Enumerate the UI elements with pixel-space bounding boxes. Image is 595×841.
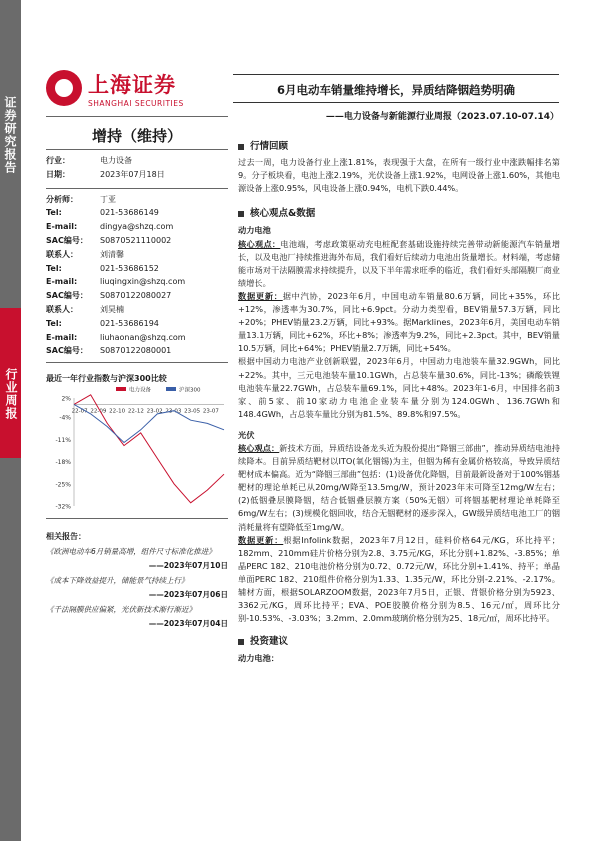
left-column (46, 60, 228, 629)
analyst-value: 021-53686152 (100, 263, 159, 273)
analyst-key: Tel: (46, 208, 62, 218)
analyst-key: SAC编号： (46, 235, 88, 245)
analyst-value: S0870122080027 (100, 291, 172, 301)
related-report-date: ——2023年07月06日 (148, 590, 228, 600)
bullet-square-icon (238, 144, 244, 150)
analyst-row (46, 262, 228, 276)
divider (46, 116, 228, 117)
sidebar-red-band (0, 308, 21, 458)
analyst-row (46, 220, 228, 234)
analyst-row (46, 317, 228, 331)
meta-value: 电力设备 (100, 156, 132, 165)
y-tick-label: -11% (55, 436, 71, 444)
divider (46, 149, 228, 150)
meta-row (46, 168, 228, 182)
analyst-row (46, 234, 228, 248)
header-mid-rule (233, 102, 559, 103)
analyst-block (46, 193, 228, 359)
analyst-key: SAC编号： (46, 346, 88, 356)
analyst-value: liuqingxin@shzq.com (100, 277, 186, 287)
analyst-key: E-mail: (46, 277, 78, 287)
review-text: 过去一周，电力设备行业上涨1.81%，表现强于大盘，在所有一级行业中涨跌幅排名第9。分子板块看，电池上涨2.19%，光伏设备上涨1.92%，电网设备上涨1.60%，其他电源设备上涨0.95%，风电设备上涨0.94%，电机下跌0.44%。 (238, 157, 560, 194)
rating: 增持（维持） (91, 127, 182, 145)
bullet-square-icon (238, 639, 244, 645)
y-tick-label: 2% (61, 395, 71, 403)
analyst-row (46, 303, 228, 317)
legend-swatch (116, 387, 126, 391)
index-comparison-chart (46, 384, 228, 514)
advice-sub: 动力电池： (238, 653, 279, 664)
legend-label: 沪深300 (179, 387, 201, 394)
legend-swatch (166, 387, 176, 391)
analyst-row (46, 344, 228, 358)
section-core: 核心观点&数据 (238, 207, 560, 220)
analyst-key: E-mail: (46, 332, 78, 342)
x-tick-label: 22-12 (127, 408, 144, 415)
analyst-value: 刘清馨 (100, 249, 124, 259)
analyst-row (46, 248, 228, 262)
report-title: 6月电动车销量维持增长，异质结降铟趋势明确 (277, 83, 515, 97)
related-report-date: ——2023年07月10日 (148, 561, 228, 571)
meta-key: 行业： (46, 156, 70, 165)
header-top-rule (233, 74, 559, 75)
battery-core: 核心观点：电池端，考虑政策驱动充电桩配套基础设施持续完善带动新能源汽车销量增长，以及电池厂持续推进海外布局，我们看好后续动力电池出货量增长。材料端，考虑储能市场对干法隔膜需求持续提升，以及下半年需求旺季的临近，我们看好头部隔膜厂商业绩增长。 (238, 238, 560, 288)
x-tick-label: 22-07 (71, 408, 88, 415)
analyst-row (46, 206, 228, 220)
sidebar-report-type (0, 80, 21, 190)
y-tick-label: -18% (55, 459, 71, 467)
logo-en: SHANGHAI SECURITIES (88, 98, 184, 108)
related-report-title[interactable]: 《欧洲电动车6月销量高增，组件尺寸标准化推进》 (46, 547, 216, 557)
bullet-square-icon (238, 211, 244, 217)
analyst-value: liuhaonan@shzq.com (100, 332, 186, 342)
company-logo (46, 60, 228, 116)
analyst-row (46, 193, 228, 207)
meta-value: 2023年07月18日 (100, 169, 165, 179)
pv-title: 光伏 (238, 429, 255, 440)
sidebar-red-text: 行业周报 (4, 368, 18, 420)
x-tick-label: 22-10 (109, 408, 126, 415)
y-tick-label: -4% (59, 414, 71, 422)
analyst-value: S0870521110002 (100, 235, 172, 245)
analyst-key: Tel: (46, 318, 62, 328)
analyst-row (46, 275, 228, 289)
related-report-title[interactable]: 《成本下降效益提升，储能景气持续上行》 (46, 576, 189, 586)
pv-core: 核心观点：新技术方面，异质结设备龙头近为股份提出“降铟三部曲”，推动异质结电池持续降本。目前异质结靶材以ITO(氧化铟锡)为主，但铟为稀有金属价格较高，导致异质结靶材成本偏高。近为“降铟三部曲”包括：(1)设备优化降铟，目前最新设备对于100%铟基靶材的理论单耗已从20mg/W降至13.5mg/W，预计2023年末可降至12mg/W左右；(2)低铟叠层膜降铟，结合低铟叠层膜方案（50%无铟）可将铟基靶材理论单耗降至6mg/W左右；(3)规模化铟回收，结合无铟靶材的逐步深入，GW级异质结电池工厂的铟消耗量将有望降低至1mg/W。 (238, 442, 560, 532)
y-tick-label: -32% (55, 503, 71, 511)
analyst-key: 分析师： (46, 194, 78, 204)
report-subtitle: ——电力设备与新能源行业周报（2023.07.10-07.14） (325, 112, 559, 122)
chart-title: 最近一年行业指数与沪深300比较 (46, 374, 167, 384)
battery-title: 动力电池 (238, 225, 271, 236)
x-tick-label: 23-02 (146, 408, 163, 415)
section-advice: 投资建议 (238, 635, 560, 648)
analyst-key: SAC编号： (46, 291, 88, 301)
analyst-key: Tel: (46, 263, 62, 273)
analyst-value: S0870122080001 (100, 346, 172, 356)
analyst-value: 021-53686149 (100, 208, 159, 218)
logo-mark-icon (46, 70, 82, 106)
analyst-value: 021-53686194 (100, 318, 159, 328)
battery-data-2: 根据中国动力电池产业创新联盟，2023年6月，中国动力电池装车量32.9GWh，同比+22%。其中，三元电池装车量10.1GWh，占总装车量30.6%，同比-13%；磷酸铁锂电池装车量22.7GWh，占总装车量69.1%，同比+48%。2023年1-6月，中国排名前3家、前5家、前10家动力电池企业装车量分别为124.0GWh、136.7GWh和148.4GWh，占总装车量比分别为81.5%、89.8%和97.5%。 (238, 356, 560, 419)
related-title: 相关报告： (46, 532, 86, 542)
left-sidebar (0, 0, 21, 841)
analyst-key: 联系人： (46, 249, 78, 259)
section-review: 行情回顾 (238, 140, 560, 153)
sidebar-top-text: 证券研究报告 (3, 96, 17, 174)
divider (46, 362, 228, 363)
divider (46, 188, 228, 189)
analyst-row (46, 331, 228, 345)
analyst-key: 联系人： (46, 304, 78, 314)
analyst-value: dingya@shzq.com (100, 222, 174, 232)
pv-data: 数据更新：根据Infolink数据，2023年7月12日，硅料价格64元/KG，环比持平；182mm、210mm硅片价格分别为2.8、3.75元/KG，环比分别+1.82%、-3.85%；单晶PERC 182、210电池价格分别为0.72、0.72元/W，环比分别+1.41%、持平；单晶单面PERC 182、210组件价格分别为1.33、1.35元/W，环比分别-2.21%、-2.17%。辅材方面，根据SOLARZOOM数据，2023年7月5日，正银、背银价格分别为5923、3362元/KG，周环比持平；EVA、POE胶膜价格分别为8.5、16元/㎡，周环比分别-10.53%、-3.03%；3.2mm、2.0mm玻璃价格分别为25、18元/㎡，周环比持平。 (238, 534, 560, 624)
x-tick-label: 23-03 (165, 408, 182, 415)
logo-cn: 上海证券 (88, 72, 176, 97)
legend-label: 电力设备 (129, 387, 152, 394)
analyst-value: 丁亚 (100, 194, 116, 204)
y-tick-label: -25% (55, 481, 71, 489)
x-tick-label: 23-07 (202, 408, 219, 415)
meta-key: 日期： (46, 169, 70, 179)
x-tick-label: 23-05 (184, 408, 201, 415)
related-report-title[interactable]: 《千法隔膜供应偏紧，光伏新技术渐行渐近》 (46, 605, 196, 615)
meta-block (46, 154, 228, 182)
related-reports (46, 546, 228, 629)
analyst-key: E-mail: (46, 222, 78, 232)
meta-row (46, 154, 228, 168)
main-content (238, 132, 560, 665)
analyst-value: 刘昊楠 (100, 304, 124, 314)
analyst-row (46, 289, 228, 303)
related-report-date: ——2023年07月04日 (148, 619, 228, 629)
divider (46, 518, 228, 519)
x-tick-label: 22-09 (90, 408, 107, 415)
battery-data: 数据更新：据中汽协，2023年6月，中国电动车销量80.6万辆，同比+35%，环比+12%，渗透率为30.7%，同比+6.9pct。分动力类型看，BEV销量57.3万辆，同比+20%；PHEV销量23.2万辆，同比+93%。据Marklines，2023年6月，美国电动车销量13.1万辆，同比+62%，环比+8%；渗透率为9.2%，同比+2.3pct。其中，BEV销量10.5万辆，同比+64%；PHEV销量2.7万辆，同比+54%。 (238, 290, 560, 354)
